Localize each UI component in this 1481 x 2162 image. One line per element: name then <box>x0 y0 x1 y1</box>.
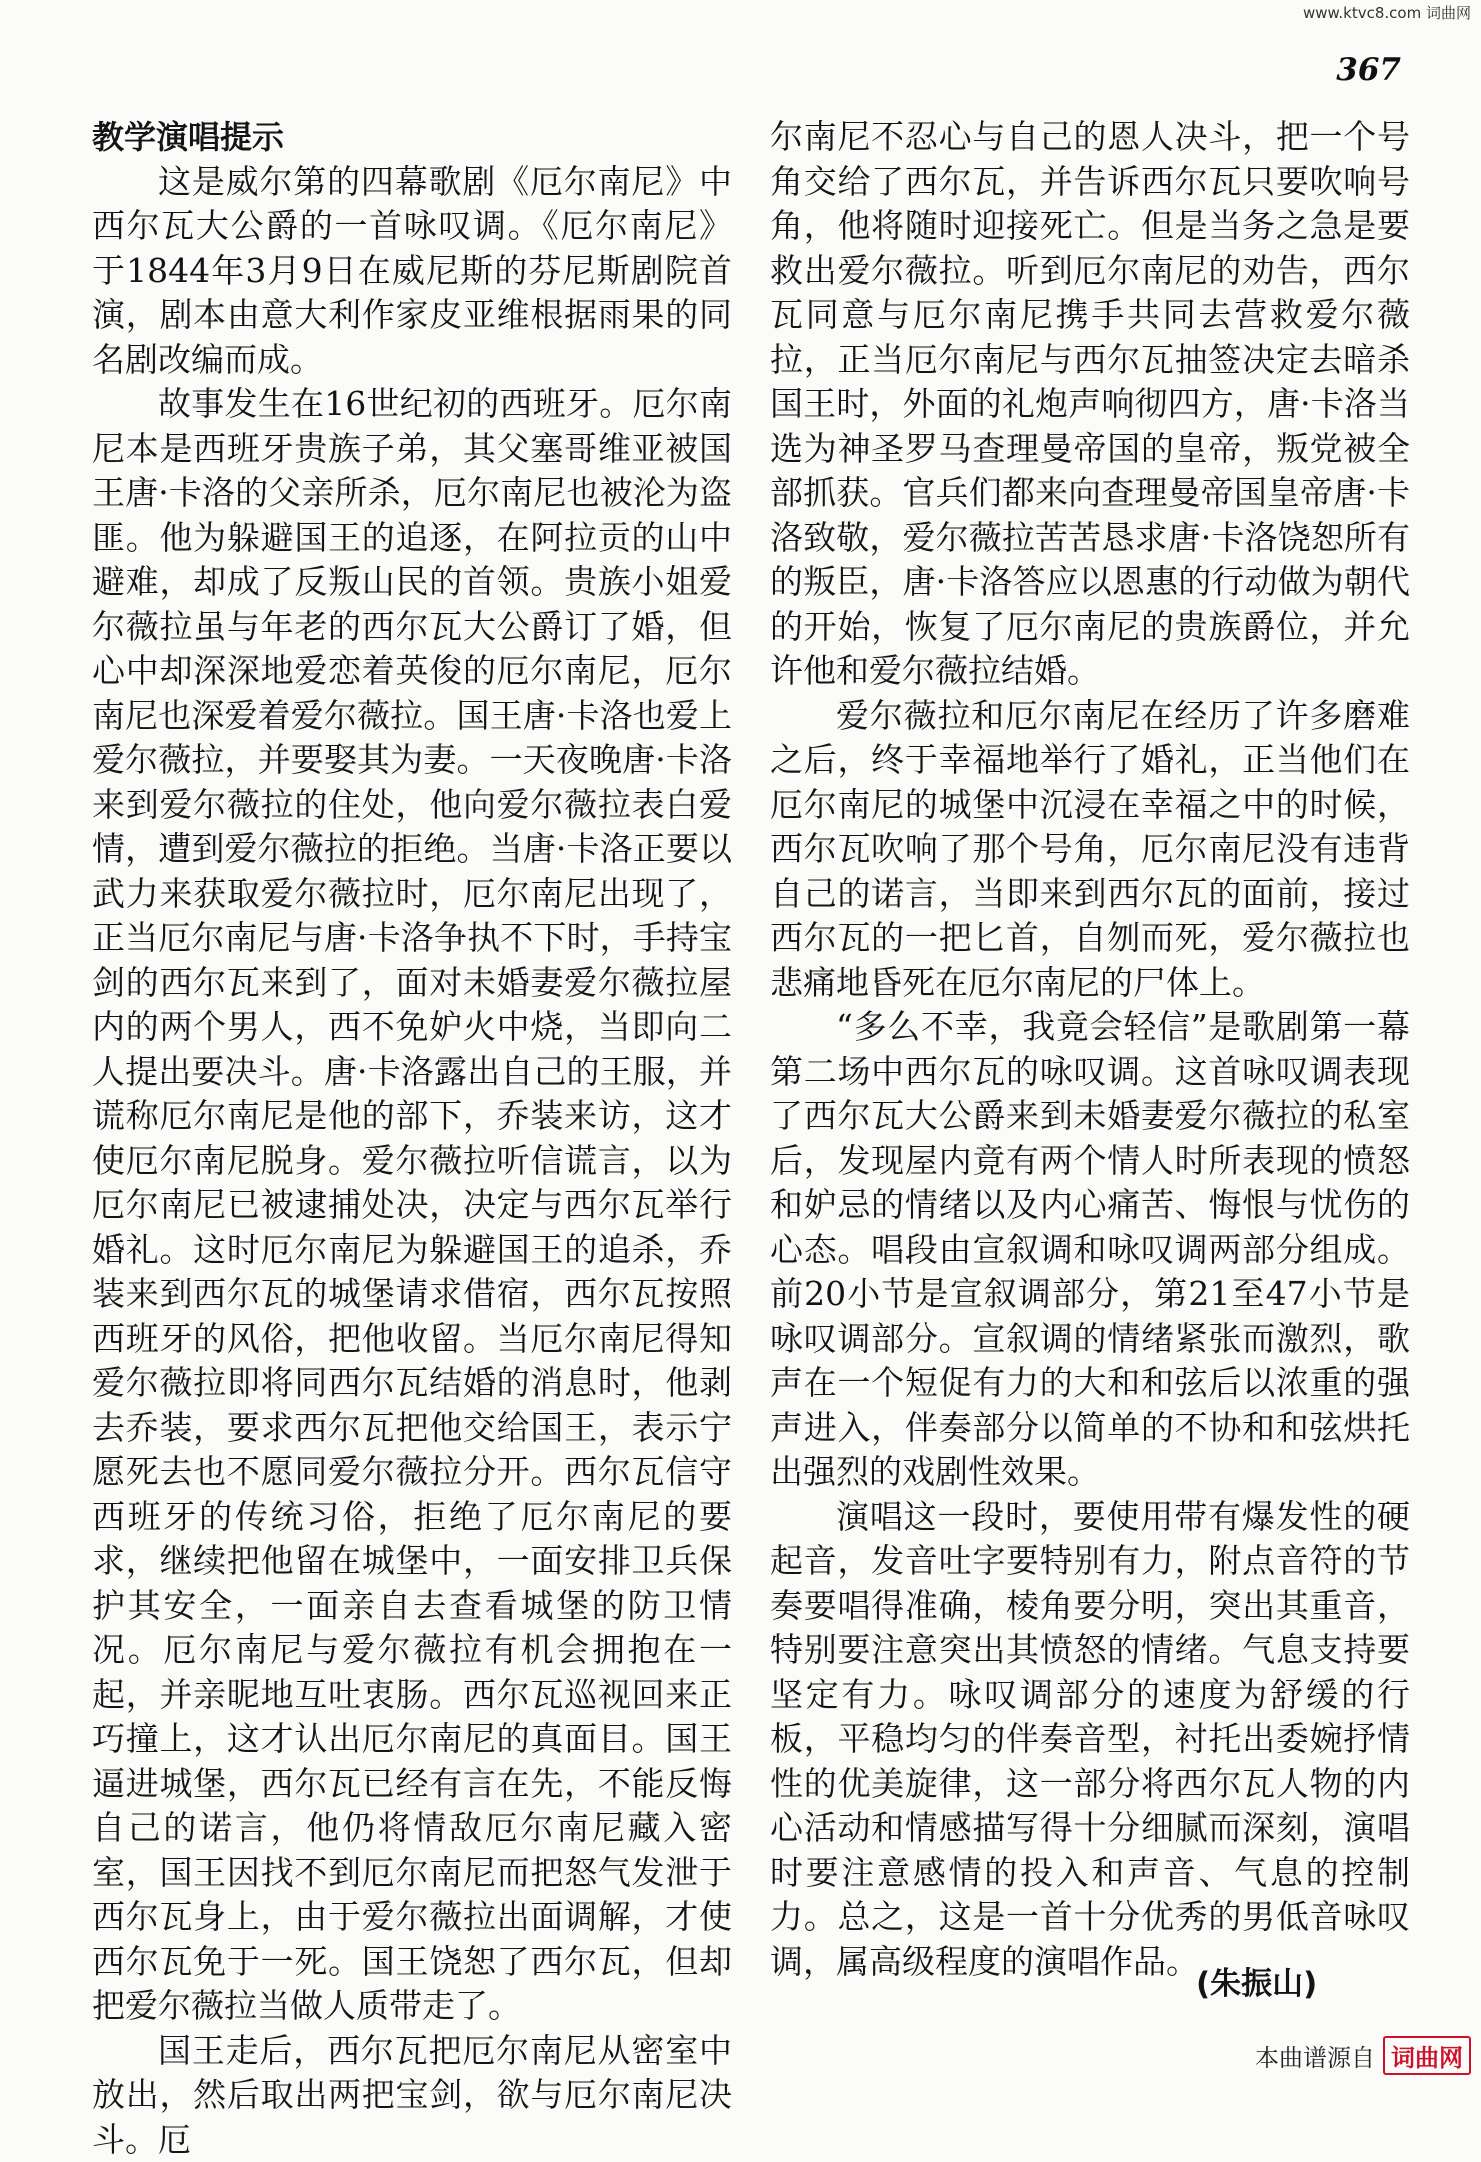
source-watermark-bottom <box>1255 2036 1471 2075</box>
author-signature: (朱振山) <box>1196 1958 1317 2003</box>
paragraph-story: 故事发生在16世纪初的西班牙。厄尔南尼本是西班牙贵族子弟，其父塞哥维亚被国王唐·卡洛的父亲所杀，厄尔南尼也被沦为盗匪。他为躲避国王的追逐，在阿拉贡的山中避难，却成了反叛山民的首领。贵族小姐爱尔薇拉虽与年老的西尔瓦大公爵订了婚，但心中却深深地爱恋着英俊的厄尔南尼，厄尔南尼也深爱着爱尔薇拉。国王唐·卡洛也爱上爱尔薇拉，并要娶其为妻。一天夜晚唐·卡洛来到爱尔薇拉的住处，他向爱尔薇拉表白爱情，遭到爱尔薇拉的拒绝。当唐·卡洛正要以武力来获取爱尔薇拉时，厄尔南尼出现了，正当厄尔南尼与唐·卡洛争执不下时，手持宝剑的西尔瓦来到了，面对未婚妻爱尔薇拉屋内的两个男人，西不免妒火中烧，当即向二人提出要决斗。唐·卡洛露出自己的王服，并谎称厄尔南尼是他的部下，乔装来访，这才使厄尔南尼脱身。爱尔薇拉听信谎言，以为厄尔南尼已被逮捕处决，决定与西尔瓦举行婚礼。这时厄尔南尼为躲避国王的追杀，乔装来到西尔瓦的城堡请求借宿，西尔瓦按照西班牙的风俗，把他收留。当厄尔南尼得知爱尔薇拉即将同西尔瓦结婚的消息时，他剥去乔装，要求西尔瓦把他交给国王，表示宁愿死去也不愿同爱尔薇拉分开。西尔瓦信守西班牙的传统习俗，拒绝了厄尔南尼的要求，继续把他留在城堡中，一面安排卫兵保护其安全，一面亲自去查看城堡的防卫情况。厄尔南尼与爱尔薇拉有机会拥抱在一起，并亲昵地互吐衷肠。西尔瓦巡视回来正巧撞上，这才认出厄尔南尼的真面目。国王逼进城堡，西尔瓦已经有言在先，不能反悔自己的诺言，他仍将情敌厄尔南尼藏入密室，国王因找不到厄尔南尼而把怒气发泄于西尔瓦身上，由于爱尔薇拉出面调解，才使西尔瓦免于一死。国王饶恕了西尔瓦，但却把爱尔薇拉当做人质带走了。 <box>92 382 732 2029</box>
page-number: 367 <box>1336 52 1401 88</box>
watermark-label: 本曲谱源自 <box>1255 2038 1375 2073</box>
paragraph-intro: 这是威尔第的四幕歌剧《厄尔南尼》中西尔瓦大公爵的一首咏叹调。《厄尔南尼》于1844年3月9日在威尼斯的芬尼斯剧院首演，剧本由意大利作家皮亚维根据雨果的同名剧改编而成。 <box>92 160 732 383</box>
paragraph-story-tail: 尔南尼不忍心与自己的恩人决斗，把一个号角交给了西尔瓦，并告诉西尔瓦只要吹响号角，他将随时迎接死亡。但是当务之急是要救出爱尔薇拉。听到厄尔南尼的劝告，西尔瓦同意与厄尔南尼携手共同去营救爱尔薇拉，正当厄尔南尼与西尔瓦抽签决定去暗杀国王时，外面的礼炮声响彻四方，唐·卡洛当选为神圣罗马查理曼帝国的皇帝，叛党被全部抓获。官兵们都来向查理曼帝国皇帝唐·卡洛致敬，爱尔薇拉苦苦恳求唐·卡洛饶恕所有的叛臣，唐·卡洛答应以恩惠的行动做为朝代的开始，恢复了厄尔南尼的贵族爵位，并允许他和爱尔薇拉结婚。 <box>770 115 1410 694</box>
right-column <box>770 115 1410 1984</box>
paragraph-performance-tips: 演唱这一段时，要使用带有爆发性的硬起音，发音吐字要特别有力，附点音符的节奏要唱得准确，棱角要分明，突出其重音，特别要注意突出其愤怒的情绪。气息支持要坚定有力。咏叹调部分的速度为舒缓的行板，平稳均匀的伴奏音型，衬托出委婉抒情性的优美旋律，这一部分将西尔瓦人物的内心活动和情感描写得十分细腻而深刻，演唱时要注意感情的投入和声音、气息的控制力。总之，这是一首十分优秀的男低音咏叹调，属高级程度的演唱作品。 <box>770 1495 1410 1985</box>
paragraph-aria-analysis: “多么不幸，我竟会轻信”是歌剧第一幕第二场中西尔瓦的咏叹调。这首咏叹调表现了西尔瓦大公爵来到未婚妻爱尔薇拉的私室后，发现屋内竟有两个情人时所表现的愤怒和妒忌的情绪以及内心痛苦、悔恨与忧伤的心态。唱段由宣叙调和咏叹调两部分组成。前20小节是宣叙调部分，第21至47小节是咏叹调部分。宣叙调的情绪紧张而激烈，歌声在一个短促有力的大和和弦后以浓重的强声进入，伴奏部分以简单的不协和和弦烘托出强烈的戏剧性效果。 <box>770 1005 1410 1495</box>
paragraph-ending: 爱尔薇拉和厄尔南尼在经历了许多磨难之后，终于幸福地举行了婚礼，正当他们在厄尔南尼的城堡中沉浸在幸福之中的时候，西尔瓦吹响了那个号角，厄尔南尼没有违背自己的诺言，当即来到西尔瓦的面前，接过西尔瓦的一把匕首，自刎而死，爱尔薇拉也悲痛地昏死在厄尔南尼的尸体上。 <box>770 694 1410 1006</box>
left-column <box>92 115 732 2162</box>
watermark-brand-logo: 词曲网 <box>1383 2036 1471 2075</box>
section-heading: 教学演唱提示 <box>92 115 732 160</box>
paragraph-story-continued: 国王走后，西尔瓦把厄尔南尼从密室中放出，然后取出两把宝剑，欲与厄尔南尼决斗。厄 <box>92 2029 732 2162</box>
source-watermark-top: www.ktvc8.com 词曲网 <box>1303 2 1471 23</box>
